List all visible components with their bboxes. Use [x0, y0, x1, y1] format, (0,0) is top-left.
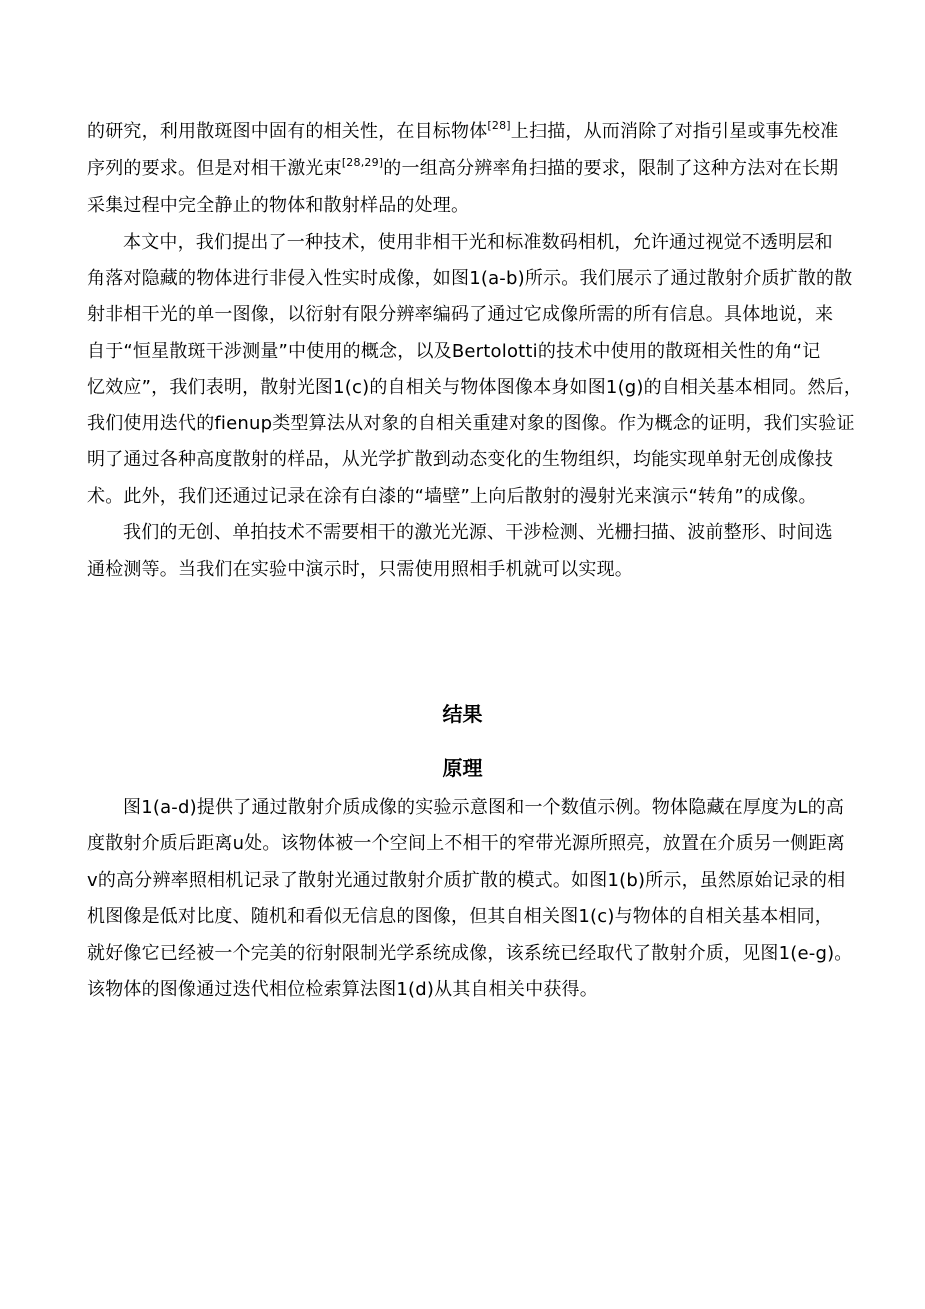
paragraph-2-line-8: 术。此外，我们还通过记录在涂有白漆的“墙壁”上向后散射的漫射光来演示“转角”的成像。 — [87, 486, 817, 507]
paragraph-3-line-1: 我们的无创、单拍技术不需要相干的激光光源、干涉检测、光栅扫描、波前整形、时间选 — [123, 522, 833, 543]
paragraph-4-line-2: 度散射介质后距离u处。该物体被一个空间上不相干的窄带光源所照亮，放置在介质另一侧距离 — [87, 833, 845, 854]
paragraph-2-line-3: 射非相干光的单一图像，以衍射有限分辨率编码了通过它成像所需的所有信息。具体地说，来 — [87, 304, 834, 325]
text-span: 上扫描，从而消除了对指引星或事先校准 — [510, 121, 839, 142]
section-title: 结果 — [442, 702, 483, 726]
paragraph-2-line-5: 忆效应”，我们表明，散射光图1(c)的自相关与物体图像本身如图1(g)的自相关基本相同。然后， — [87, 377, 863, 398]
paragraph-2-line-7: 明了通过各种高度散射的样品，从光学扩散到动态变化的生物组织，均能实现单射无创成像技 — [87, 449, 834, 470]
paragraph-1-line-2 — [87, 157, 838, 183]
subsection-title: 原理 — [442, 756, 483, 780]
paragraph-4-line-5: 就好像它已经被一个完美的衍射限制光学系统成像，该系统已经取代了散射介质，见图1(e-g)。 — [87, 943, 853, 964]
paragraph-2-line-4: 自于“恒星散斑干涉测量”中使用的概念，以及Bertolotti的技术中使用的散斑相关性的角“记 — [87, 341, 821, 362]
paragraph-4-line-6: 该物体的图像通过迭代相位检索算法图1(d)从其自相关中获得。 — [87, 979, 598, 1000]
paragraph-1-line-3: 采集过程中完全静止的物体和散射样品的处理。 — [87, 195, 470, 216]
citation-ref: [28] — [487, 119, 511, 132]
paragraph-2-line-6: 我们使用迭代的fienup类型算法从对象的自相关重建对象的图像。作为概念的证明，我们实验证 — [87, 413, 855, 434]
paragraph-4-line-1: 图1(a-d)提供了通过散射介质成像的实验示意图和一个数值示例。物体隐藏在厚度为L的高 — [123, 797, 845, 818]
text-span: 序列的要求。但是对相干激光束 — [87, 158, 342, 179]
paragraph-1-line-1 — [87, 120, 838, 146]
paragraph-4-line-3: v的高分辨率照相机记录了散射光通过散射介质扩散的模式。如图1(b)所示，虽然原始记录的相 — [87, 870, 846, 891]
text-span: 的一组高分辨率角扫描的要求，限制了这种方法对在长期 — [383, 158, 839, 179]
paragraph-3-line-2: 通检测等。当我们在实验中演示时，只需使用照相手机就可以实现。 — [87, 559, 633, 580]
paragraph-2-line-1: 本文中，我们提出了一种技术，使用非相干光和标准数码相机，允许通过视觉不透明层和 — [123, 232, 833, 253]
paragraph-2-line-2: 角落对隐藏的物体进行非侵入性实时成像，如图1(a-b)所示。我们展示了通过散射介质扩散的散 — [87, 268, 853, 289]
text-span: 的研究，利用散斑图中固有的相关性，在目标物体 — [87, 121, 488, 142]
citation-ref: [28,29] — [341, 156, 384, 169]
paragraph-4-line-4: 机图像是低对比度、随机和看似无信息的图像，但其自相关图1(c)与物体的自相关基本相同， — [87, 906, 833, 927]
